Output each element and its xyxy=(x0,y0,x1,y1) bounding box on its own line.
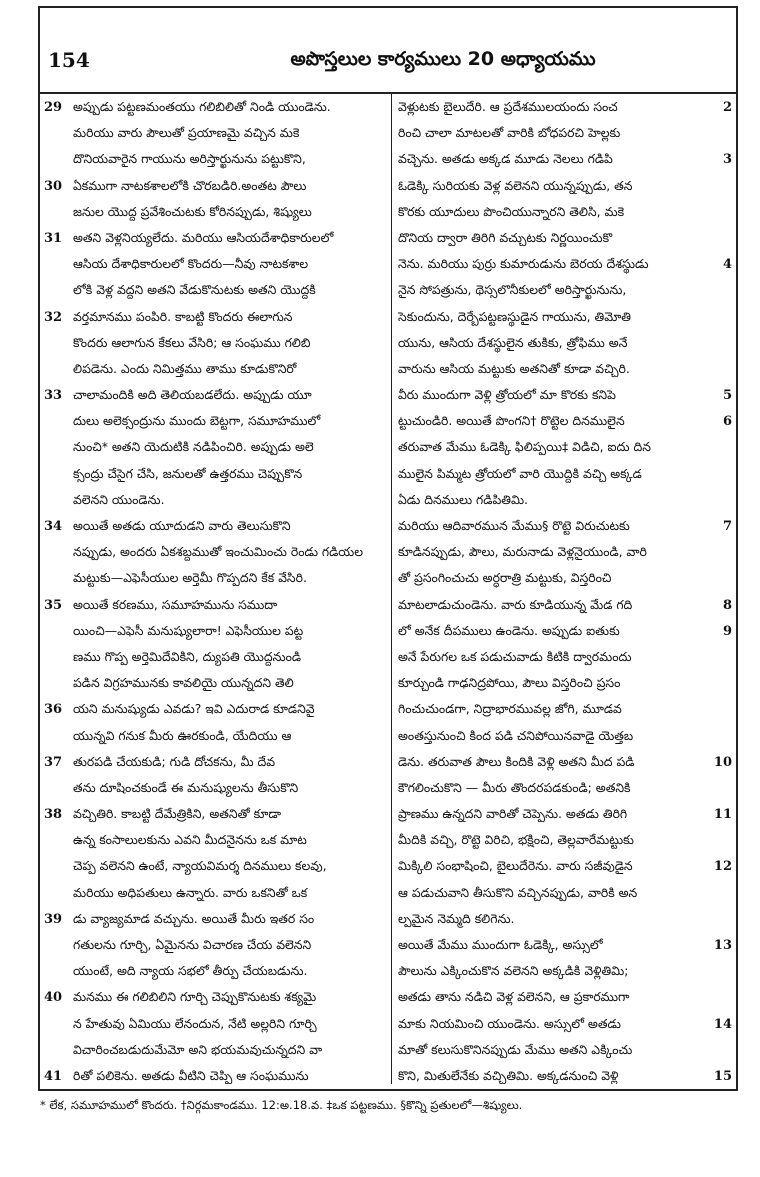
verse-text: వెళ్లుటకు బైలుదేరి. ఆ ప్రదేశములయందు సంచ xyxy=(398,99,618,114)
text-line xyxy=(398,251,732,277)
page-header xyxy=(40,8,736,94)
text-line xyxy=(44,749,385,775)
verse-number: 35 xyxy=(44,597,63,613)
text-line xyxy=(44,94,385,120)
verse-text: వలెనని యుండెను. xyxy=(73,491,165,507)
verse-text: తను దూషించకుండే ఈ మనుష్యులను తీసుకొని xyxy=(73,779,299,795)
text-line xyxy=(44,277,385,303)
verse-number: 33 xyxy=(44,388,63,404)
verse-text: ఏడు దినములు గడిపితిమి. xyxy=(398,491,528,507)
verse-number: 7 xyxy=(722,519,732,534)
verse-text: డు వ్యాజ్యమాడ వచ్చును. అయితే మీరు ఇతర సం xyxy=(73,910,315,926)
verse-number: 15 xyxy=(713,1068,732,1084)
verse-text: కూర్చుండి గాఢనిద్రపోయి, పౌలు విస్తరించి ప్రసం xyxy=(398,675,621,691)
verse-text: ట్టుచుండిరి. అయితే పొంగని† రొట్టెల దినములైన xyxy=(398,413,625,429)
text-line xyxy=(44,225,385,251)
verse-number: 12 xyxy=(713,859,732,875)
verse-text: అతని వెళ్లనియ్యలేదు. మరియు ఆసియదేశాధికారులలో xyxy=(73,229,334,245)
verse-text: తరువాత మేము ఓడెక్కి ఫిలిప్పయి‡ విడిచి, ఐదు దిన xyxy=(398,439,651,455)
verse-text: వర్తమానము పంపిరి. కాబట్టి కొందరు ఈలాగున xyxy=(73,308,293,324)
text-line xyxy=(398,120,732,146)
text-line xyxy=(398,958,732,984)
text-line xyxy=(398,749,732,775)
text-line xyxy=(398,199,732,225)
verse-text: క్సంద్రు చేసైగ చేసి, జనులతో ఉత్తరము చెప్పుకొన xyxy=(73,465,303,481)
verse-text: ఓడెక్కి సురియకు వెళ్ల వలెనని యున్నప్పుడు, తన xyxy=(398,177,633,193)
verse-text: అయితే మేము ముందుగా ఓడెక్కి, అస్సులో xyxy=(398,937,603,952)
verse-number: 34 xyxy=(44,519,63,534)
text-line xyxy=(44,434,385,460)
verse-text: అయితే కరణము, సమూహమును సముదా xyxy=(73,596,278,612)
text-line xyxy=(44,120,385,146)
text-line xyxy=(398,1011,732,1037)
text-line xyxy=(398,775,732,801)
text-line xyxy=(44,513,385,539)
verse-text: అంతస్తునుంచి కింద పడి చనిపోయినవాడై యెత్తబ xyxy=(398,727,634,743)
verse-number: 30 xyxy=(44,178,63,194)
verse-text: వారును ఆసియ మట్టుకు అతనితో కూడా వచ్చిరి. xyxy=(398,360,630,376)
verse-text: ణము గొప్ప అర్తెమిదేవికిని, ద్యుపతి యొద్దనుండి xyxy=(73,648,302,664)
text-line xyxy=(398,932,732,958)
verse-number: 29 xyxy=(44,100,63,115)
text-line xyxy=(44,1063,385,1084)
text-line xyxy=(44,382,385,408)
text-line xyxy=(44,461,385,487)
verse-number: 41 xyxy=(44,1068,63,1084)
verse-text: లిపడెను. ఎందు నిమిత్తము తాము కూడుకొనిరో xyxy=(73,360,297,376)
verse-text: న హేతువు ఏమియు లేనందున, నేటి అల్లరిని గూర్చి xyxy=(73,1015,317,1031)
verse-number: 37 xyxy=(44,754,63,770)
text-line xyxy=(44,932,385,958)
text-line xyxy=(398,356,732,382)
verse-text: కొరకు యూదులు పొంచియున్నారని తెలిసి, మకె xyxy=(398,203,625,219)
text-line xyxy=(44,146,385,172)
verse-text: గతులను గూర్చి, ఏమైనను విచారణ చేయ వలెనని xyxy=(73,937,312,952)
bible-page xyxy=(38,6,738,1091)
text-line xyxy=(44,880,385,906)
verse-text: పౌలును ఎక్కించుకొన వలెనని అక్కడికి వెళ్లితిమి; xyxy=(398,963,629,979)
text-line xyxy=(44,618,385,644)
verse-number: 40 xyxy=(44,990,63,1006)
text-line xyxy=(398,461,732,487)
verse-text: ములైన పిమ్మట త్రోయలో వారి యొద్దికి వచ్చి అక్కడ xyxy=(398,465,642,481)
verse-text: రితో పలికెను. అతడు వీటిని చెప్పి ఆ సంఘమును xyxy=(73,1067,309,1083)
text-line xyxy=(398,853,732,879)
text-line xyxy=(398,696,732,722)
verse-number: 9 xyxy=(722,623,732,639)
verse-text: ల్పమైన నెమ్మది కలిగెను. xyxy=(398,910,515,926)
verse-text: అతడు తాను నడిచి వెళ్ల వలెనని, ఆ ప్రకారముగా xyxy=(398,989,630,1005)
text-line xyxy=(398,408,732,434)
verse-text: చాలామందికి అది తెలియబడలేదు. అప్పుడు యూ xyxy=(73,387,312,403)
verse-number: 14 xyxy=(713,1016,732,1032)
verse-text: అనే పేరుగల ఒక పడుచువాడు కిటికి ద్వారమందు xyxy=(398,648,632,664)
text-line xyxy=(44,853,385,879)
text-line xyxy=(398,382,732,408)
text-line xyxy=(44,696,385,722)
verse-number: 13 xyxy=(713,938,732,953)
text-line xyxy=(398,880,732,906)
page-number: 154 xyxy=(48,48,90,72)
verse-text: లో అనేక దీపములు ఉండెను. అప్పుడు ఐతుకు xyxy=(398,622,620,638)
verse-text: మిక్కిలి సంభాషించి, బైలుదేరెను. వారు సజీవుడైన xyxy=(398,858,633,874)
verse-number: 2 xyxy=(722,100,732,115)
verse-text: దులు అలెక్సంద్రును ముందు బెట్టగా, సమూహములో xyxy=(73,413,321,429)
text-line xyxy=(44,1037,385,1063)
verse-number: 4 xyxy=(722,257,732,273)
text-line xyxy=(398,984,732,1010)
text-line xyxy=(44,173,385,199)
verse-text: నుంచి* అతని యెదుటికి నడిపించిరి. అప్పుడు అలె xyxy=(73,439,314,455)
verse-text: మాతో కలుసుకొనినప్పుడు మేము అతని ఎక్కించు xyxy=(398,1041,633,1057)
verse-text: రించి చాలా మాటలతో వారికి బోధపరచి హెల్లకు xyxy=(398,125,621,141)
text-line xyxy=(398,225,732,251)
text-line xyxy=(398,277,732,303)
text-line xyxy=(44,539,385,565)
verse-text: ఏకముగా నాటకశాలలోకి చొరబడిరి.అంతట పౌలు xyxy=(73,177,307,193)
verse-text: నెను. మరియు పుర్రు కుమారుడును బెరయ దేశస్థుడు xyxy=(398,256,649,272)
verse-text: యుంటే, అది న్యాయ సభలో తీర్పు చేయబడును. xyxy=(73,963,308,979)
text-line xyxy=(44,330,385,356)
verse-text: కొందరు ఆలాగున కేకలు వేసిరి; ఆ సంఘము గలిబి xyxy=(73,334,311,350)
text-line xyxy=(44,199,385,225)
verse-text: ఆసియ దేశాధికారులలో కొందరు—నీవు నాటకశాల xyxy=(73,256,309,272)
verse-number: 39 xyxy=(44,911,63,927)
text-line xyxy=(398,434,732,460)
verse-text: మరియు ఆదివారమున మేము§ రొట్టె విరుచుటకు xyxy=(398,518,630,533)
text-line xyxy=(398,801,732,827)
footnote: * లేక, సమూహములో కొందరు. †నిర్గమకాండము. 12:అ.18.వ. ‡ఒక పట్టణము. §కొన్ని ప్రతులలో—శిష్యులు. xyxy=(40,1098,523,1112)
verse-text: ఆ పడుచువాని తీసుకొని వచ్చినప్పుడు, వారికి అన xyxy=(398,884,638,900)
text-line xyxy=(44,958,385,984)
verse-number: 6 xyxy=(722,414,732,430)
verse-text: దొనియ ద్వారా తిరిగి వచ్చుటకు నిర్ణయించుకొ xyxy=(398,229,613,245)
verse-number: 38 xyxy=(44,807,63,823)
text-line xyxy=(44,801,385,827)
text-line xyxy=(398,539,732,565)
verse-text: దొనియవారైన గాయును అరిస్తార్ఖునును పట్టుకొని, xyxy=(73,151,306,167)
verse-number: 32 xyxy=(44,309,63,325)
text-line xyxy=(398,330,732,356)
verse-text: మరియు అధిపతులు ఉన్నారు. వారు ఒకనితో ఒక xyxy=(73,884,308,900)
text-line xyxy=(398,487,732,513)
verse-number: 5 xyxy=(722,388,732,404)
text-line xyxy=(44,304,385,330)
verse-text: చెప్ప వలెనని ఉంటే, న్యాయవిమర్శ దినములు కలవు, xyxy=(73,858,327,874)
verse-text: డెను. తరువాత పౌలు కిందికి వెళ్లి అతని మీద పడి xyxy=(398,753,635,769)
verse-text: మట్టుకు—ఎఫెసీయుల అర్తెమీ గొప్పదని కేక వేసిరి. xyxy=(73,570,307,586)
verse-text: ప్రాణము ఉన్నదని వారితో చెప్పెను. అతడు తిరిగి xyxy=(398,806,628,822)
verse-text: యని మనుష్యుడు ఎవడు? ఇవి ఎదురాడ కూడనివై xyxy=(73,701,315,717)
text-line xyxy=(44,984,385,1010)
text-line xyxy=(398,513,732,539)
verse-text: వచ్చెను. అతడు అక్కడ మూడు నెలలు గడిపి xyxy=(398,151,613,167)
text-line xyxy=(398,94,732,120)
verse-text: ఉన్న కంసాలులకును ఎవని మీదనైనను ఒక మాట xyxy=(73,832,307,848)
verse-text: మాటలాడుచుండెను. వారు కూడియున్న మేడ గది xyxy=(398,596,633,612)
verse-text: సెకుందును, దెర్బేపట్టణస్థుడైన గాయును, తిమోతి xyxy=(398,308,631,324)
text-line xyxy=(44,1011,385,1037)
verse-text: మనము ఈ గలిబిలిని గూర్చి చెప్పుకొనుటకు శక్యమై xyxy=(73,989,317,1005)
verse-text: కౌగలించుకొని — మీరు తొందరపడకుండి; అతనికి xyxy=(398,779,631,795)
running-title: అపొస్తలుల కార్యములు 20 అధ్యాయము xyxy=(290,48,596,70)
verse-text: వచ్చితిరి. కాబట్టి దేమేత్రికిని, అతనితో కూడా xyxy=(73,806,281,822)
verse-number: 10 xyxy=(713,754,732,770)
text-line xyxy=(44,644,385,670)
verse-text: కొని, మితులేనేకు వచ్చితిమి. అక్కడనుంచి వెళ్లి xyxy=(398,1067,619,1083)
text-line xyxy=(398,1063,732,1084)
verse-text: నైన సోపత్రును, థెస్సలొనీకులలో అరిస్తార్ఖునును, xyxy=(398,282,627,298)
verse-text: మాకు నియమించి యుండెను. అస్సులో అతడు xyxy=(398,1015,621,1031)
verse-text: తురపడి చేయకుడి; గుడి దోచకను, మీ దేవ xyxy=(73,753,276,769)
text-line xyxy=(398,644,732,670)
verse-text: కూడినప్పుడు, పౌలు, మరునాడు వెళ్లనైయుండి, వారి xyxy=(398,544,647,560)
verse-text: జనుల యొద్ద ప్రవేశించుటకు కోరినప్పుడు, శిష్యులు xyxy=(73,203,312,219)
verse-text: విచారించబడుదుమేమో అని భయమవుచున్నదని వా xyxy=(73,1041,323,1057)
verse-text: మీదికి వచ్చి, రొట్టె విరిచి, భక్షించి, తెల్లవారేమట్టుకు xyxy=(398,832,634,848)
text-line xyxy=(398,723,732,749)
verse-number: 31 xyxy=(44,230,63,246)
text-line xyxy=(44,775,385,801)
verse-number: 8 xyxy=(722,597,732,613)
verse-text: గించుచుండగా, నిద్రాభారమువల్ల జోగి, మూడవ xyxy=(398,701,622,717)
right-column xyxy=(392,94,736,1084)
verse-text: యును, ఆసియ దేశస్థులైన తుకికు, త్రోఫిము అనే xyxy=(398,334,628,350)
left-column xyxy=(40,94,392,1084)
text-line xyxy=(44,251,385,277)
verse-text: లోకి వెళ్ల వద్దని అతని వేడుకొనుటకు అతని యొద్దకి xyxy=(73,282,316,298)
verse-text: పడిన విగ్రహమునకు కావలియై యున్నదని తెలి xyxy=(73,675,294,691)
verse-text: నప్పుడు, అందరు ఏకశబ్దముతో ఇంచుమించు రెండు గడియల xyxy=(73,544,364,560)
text-line xyxy=(44,670,385,696)
text-line xyxy=(398,670,732,696)
text-line xyxy=(398,618,732,644)
verse-text: యున్నవి గనుక మీరు ఊరకుండి, యేదియు ఆ xyxy=(73,727,292,743)
text-line xyxy=(44,565,385,591)
text-line xyxy=(44,723,385,749)
text-line xyxy=(398,906,732,932)
text-line xyxy=(398,1037,732,1063)
text-line xyxy=(398,592,732,618)
text-line xyxy=(398,304,732,330)
verse-text: అయితే అతడు యూదుడని వారు తెలుసుకొని xyxy=(73,518,291,533)
text-line xyxy=(44,408,385,434)
verse-text: అప్పుడు పట్టణమంతయు గలిబిలితో నిండి యుండెను. xyxy=(73,99,331,114)
verse-number: 3 xyxy=(722,152,732,168)
text-line xyxy=(44,592,385,618)
verse-text: తో ప్రసంగించుచు అర్ధరాత్రి మట్టుకు, విస్తరించి xyxy=(398,570,612,586)
text-line xyxy=(44,487,385,513)
text-line xyxy=(44,827,385,853)
verse-number: 36 xyxy=(44,702,63,718)
text-line xyxy=(44,356,385,382)
text-line xyxy=(398,827,732,853)
verse-text: మరియు వారు పౌలుతో ప్రయాణమై వచ్చిన మకె xyxy=(73,125,300,141)
text-line xyxy=(44,906,385,932)
verse-number: 11 xyxy=(713,807,732,823)
text-line xyxy=(398,173,732,199)
text-line xyxy=(398,146,732,172)
text-line xyxy=(398,565,732,591)
verse-text: వీరు ముందుగా వెళ్లి త్రోయలో మా కొరకు కనిపె xyxy=(398,387,616,403)
verse-text: యించి—ఎఫెసీ మనుష్యులారా! ఎఫెసీయుల పట్ట xyxy=(73,622,304,638)
